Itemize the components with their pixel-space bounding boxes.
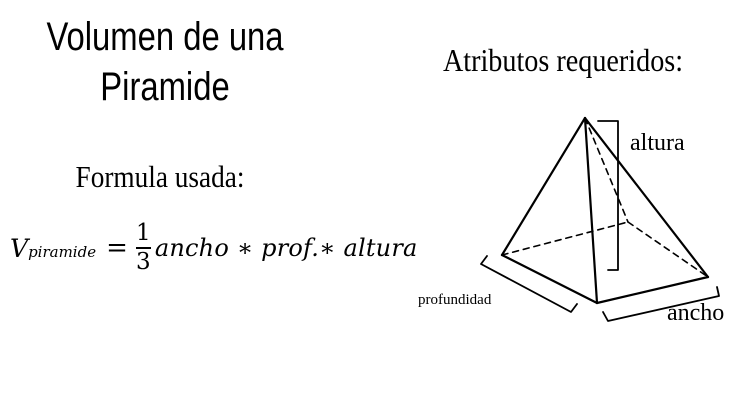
depth-label: profundidad	[418, 292, 492, 308]
formula-expression: ancho ∗ prof.∗ altura	[154, 234, 418, 262]
formula-heading: Formula usada:	[75, 159, 245, 194]
hidden-edge-left-back	[502, 222, 628, 255]
fraction-denominator: 3	[136, 248, 151, 275]
height-bracket	[598, 121, 618, 270]
edge-apex-front	[585, 118, 597, 303]
formula-equals: =	[106, 233, 128, 263]
height-label: altura	[630, 130, 685, 156]
edge-apex-left	[502, 118, 585, 255]
attributes-heading: Atributos requeridos:	[442, 42, 684, 78]
formula-subscript: piramide	[28, 243, 97, 261]
page-title-line-1: Volumen de una	[46, 15, 284, 59]
hidden-edge-back-right	[628, 222, 708, 277]
edge-base-left	[502, 255, 597, 303]
depth-bracket	[481, 256, 577, 312]
width-label: ancho	[667, 300, 725, 326]
formula-variable: V	[10, 233, 29, 263]
page-title-line-2: Piramide	[100, 65, 230, 109]
fraction-numerator: 1	[136, 220, 151, 247]
